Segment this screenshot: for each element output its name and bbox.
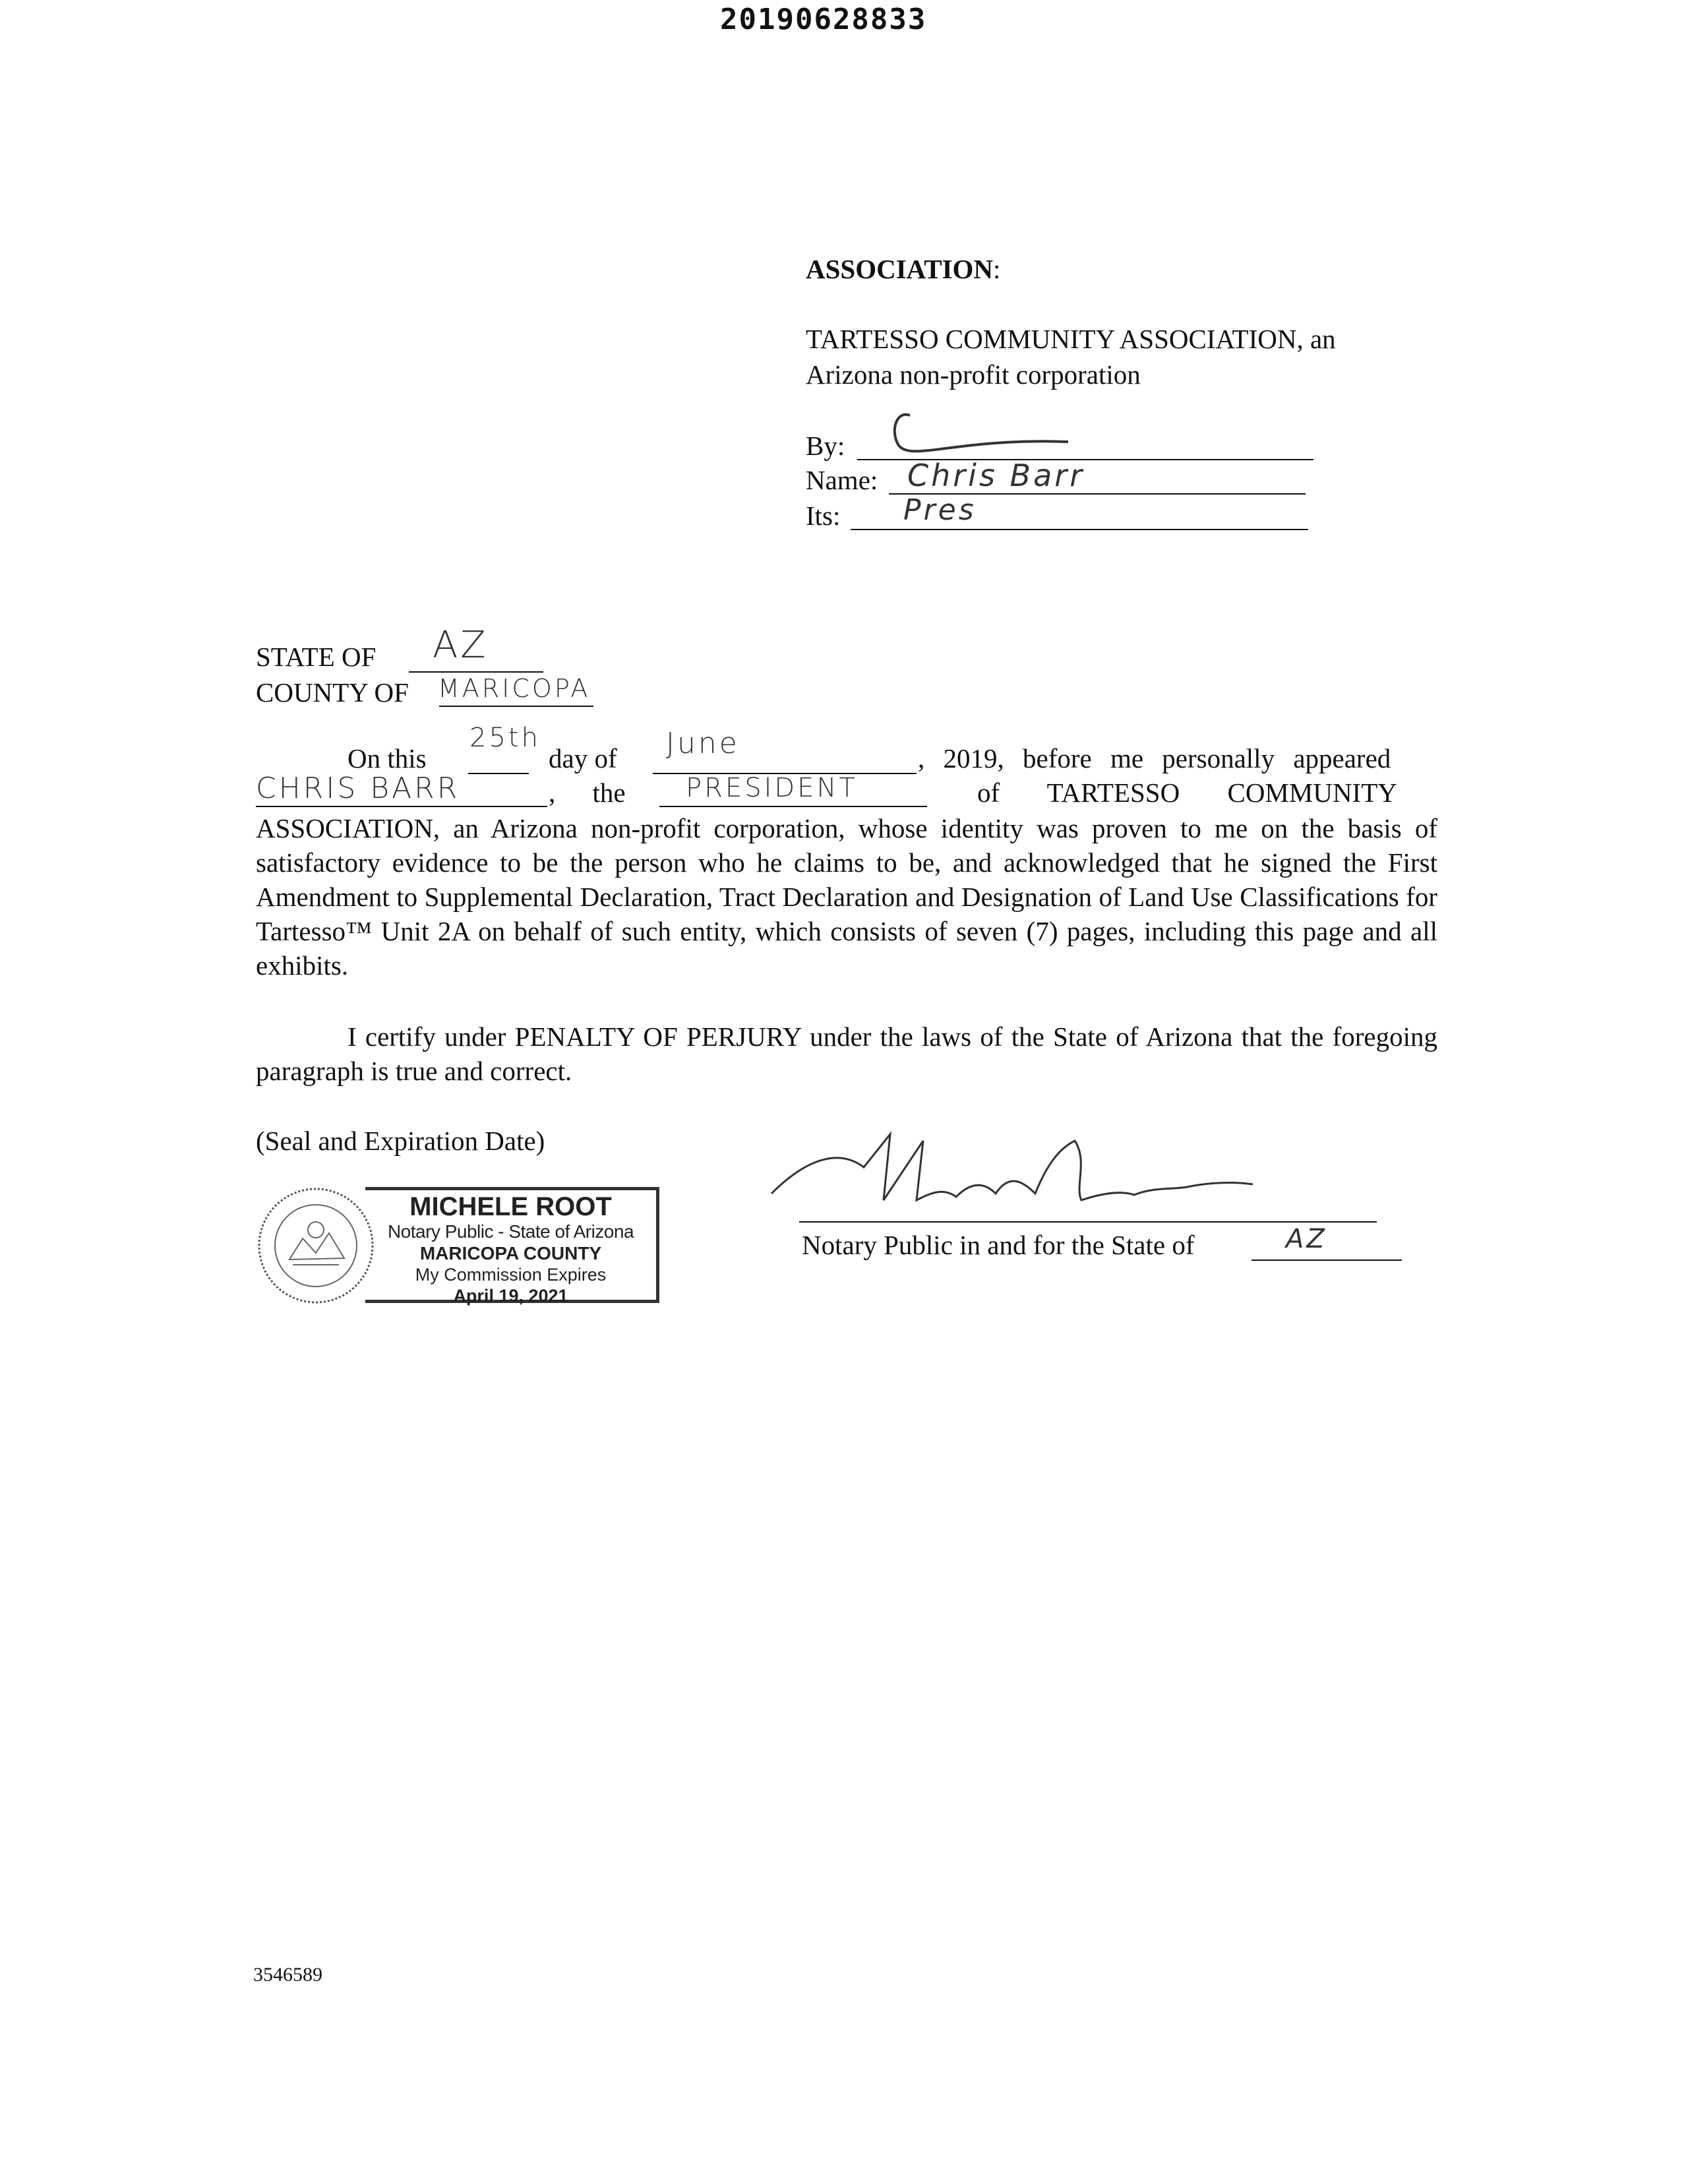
- day-handwritten: 25th: [469, 723, 541, 753]
- stamp-notary-title: Notary Public - State of Arizona: [387, 1221, 634, 1242]
- ack-the: , the: [549, 777, 626, 808]
- association-heading: [806, 252, 1000, 286]
- recording-number: 20190628833: [720, 3, 927, 36]
- notary-signature-line: [799, 1195, 1377, 1223]
- ack-body: ASSOCIATION, an Arizona non-profit corporation, whose identity was proven to me on the basis of satisfactory evidence to be the person who he claims to be, and acknowledged that he signed the First Amendment to Supplemental Declaration, Tract Declaration and Designation of Land Use Classifications for Tartesso™ Unit 2A on behalf of such entity, which consists of seven (7) pages, including this page and all exhibits.: [256, 813, 1437, 981]
- title-handwritten: PRESIDENT: [686, 773, 858, 803]
- county-handwritten: MARICOPA: [438, 674, 591, 703]
- by-label: By:: [806, 431, 845, 461]
- stamp-county: MARICOPA COUNTY: [419, 1243, 602, 1263]
- ack-year-text: , 2019, before me personally appeared: [918, 743, 1391, 774]
- name-handwritten: Chris Barr: [907, 458, 1085, 493]
- association-heading-text: ASSOCIATION: [806, 254, 994, 284]
- its-label: Its:: [806, 501, 841, 531]
- stamp-expiration-date: April 19, 2021: [453, 1286, 568, 1306]
- notary-state-handwritten: AZ: [1286, 1224, 1327, 1254]
- ack-on-this: On this: [347, 743, 427, 774]
- entity-name-line2: Arizona non-profit corporation: [806, 359, 1141, 390]
- person-handwritten: CHRIS BARR: [256, 772, 460, 805]
- entity-name-line1: TARTESSO COMMUNITY ASSOCIATION, an: [806, 324, 1336, 354]
- month-handwritten: June: [666, 727, 740, 760]
- state-handwritten: AZ: [433, 624, 489, 667]
- seal-caption: (Seal and Expiration Date): [256, 1126, 545, 1156]
- by-signature: [884, 404, 1095, 463]
- county-label: COUNTY OF: [256, 677, 409, 708]
- state-seal-image: [253, 1180, 378, 1311]
- ack-day-of: day of: [549, 743, 617, 774]
- stamp-text-box: [365, 1187, 659, 1306]
- certification-text: I certify under PENALTY OF PERJURY under the laws of the State of Arizona that the foregoing paragraph is true and correct.: [256, 1021, 1437, 1086]
- association-heading-colon: :: [993, 254, 1001, 284]
- stamp-notary-name: MICHELE ROOT: [409, 1192, 612, 1221]
- ack-of-tartesso: of TARTESSO COMMUNITY: [977, 777, 1397, 808]
- stamp-commission-label: My Commission Expires: [415, 1265, 607, 1285]
- notary-label: Notary Public in and for the State of: [802, 1230, 1195, 1260]
- name-label: Name:: [806, 465, 878, 495]
- notary-stamp: [253, 1180, 671, 1311]
- document-number: 3546589: [253, 1964, 322, 1986]
- state-label: STATE OF: [256, 642, 377, 672]
- its-handwritten: Pres: [903, 493, 977, 527]
